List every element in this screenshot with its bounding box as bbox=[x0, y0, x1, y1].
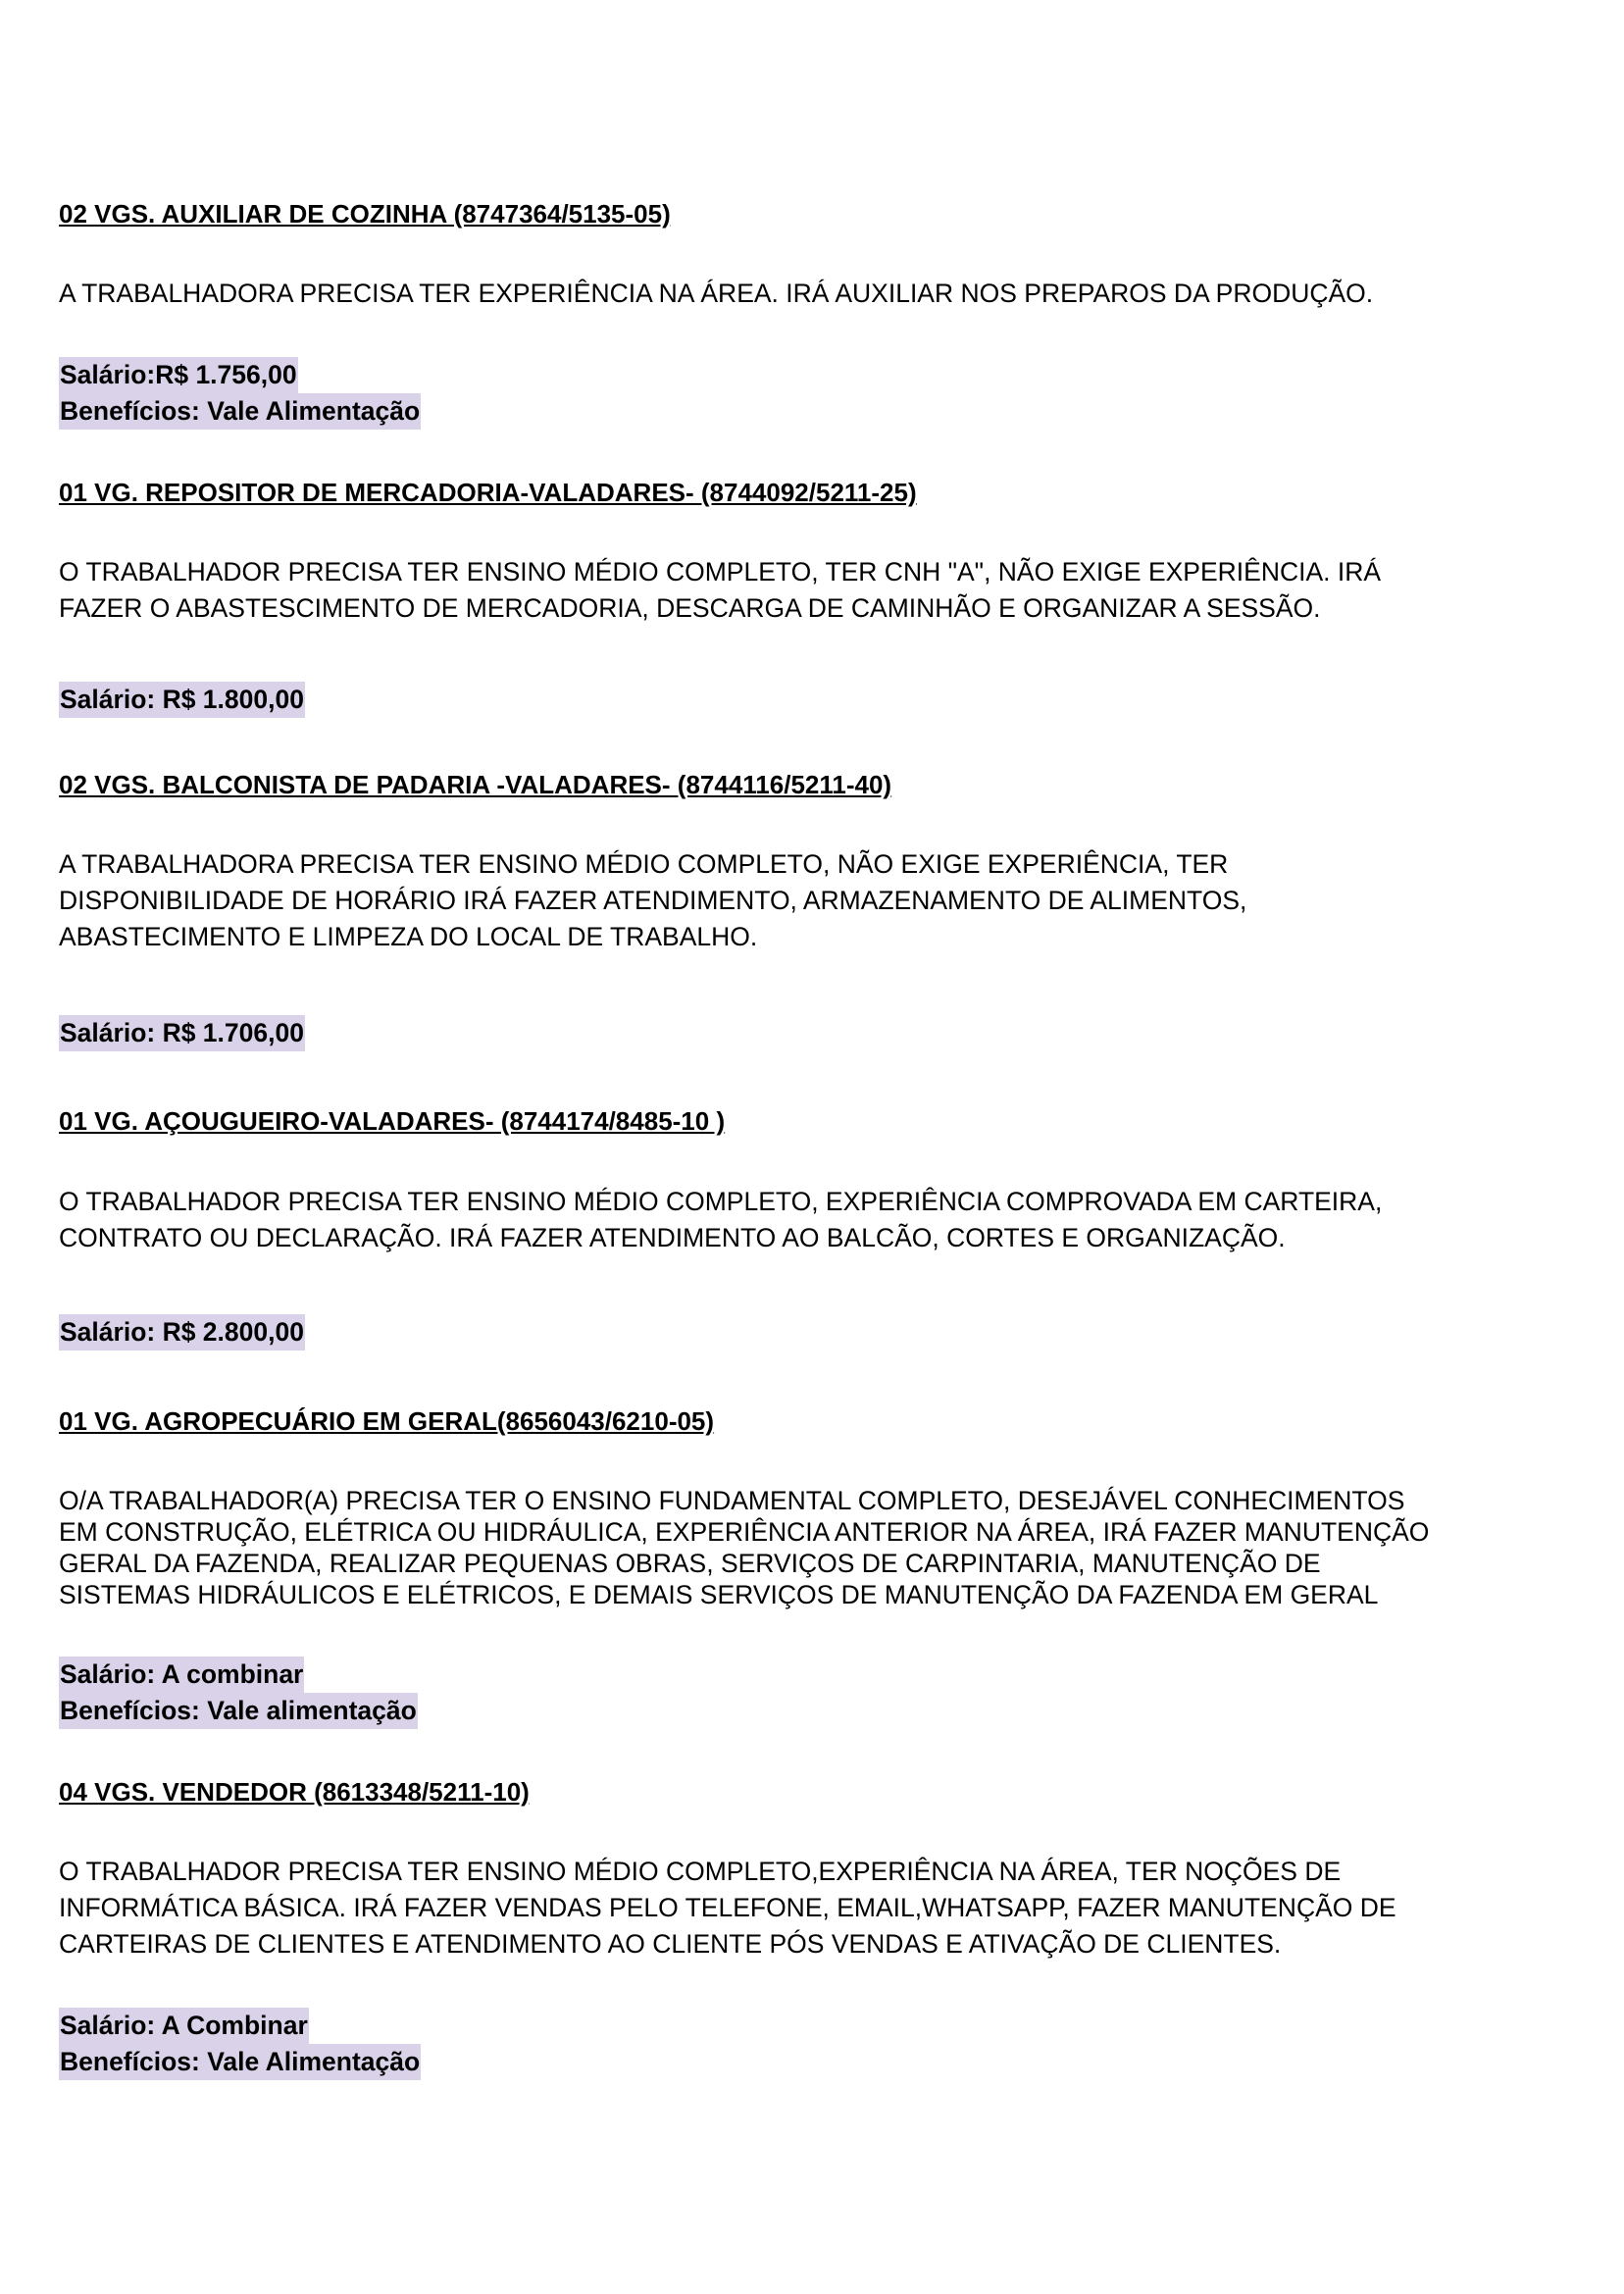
salary: Salário: R$ 2.800,00 bbox=[59, 1314, 305, 1351]
description-line: O TRABALHADOR PRECISA TER ENSINO MÉDIO COMPLETO, TER CNH "A", NÃO EXIGE EXPERIÊNCIA. IRÁ bbox=[59, 557, 1382, 586]
salary: Salário: A combinar bbox=[59, 1657, 304, 1693]
salary-benefits bbox=[59, 1657, 418, 1729]
salary: Salário:R$ 1.756,00 bbox=[59, 357, 298, 393]
job-title: 01 VG. REPOSITOR DE MERCADORIA-VALADARES- (8744092/5211-25) bbox=[59, 478, 917, 507]
job-description bbox=[59, 276, 1530, 312]
job-description bbox=[59, 1854, 1530, 1963]
description-line: O/A TRABALHADOR(A) PRECISA TER O ENSINO FUNDAMENTAL COMPLETO, DESEJÁVEL CONHECIMENTOS bbox=[59, 1486, 1405, 1515]
salary: Salário: A Combinar bbox=[59, 2008, 309, 2044]
job-title: 01 VG. AÇOUGUEIRO-VALADARES- (8744174/8485-10 ) bbox=[59, 1106, 726, 1136]
salary: Salário: R$ 1.800,00 bbox=[59, 682, 305, 718]
salary-benefits bbox=[59, 2008, 421, 2080]
job-title: 01 VG. AGROPECUÁRIO EM GERAL(8656043/6210-05) bbox=[59, 1406, 715, 1436]
description-line: A TRABALHADORA PRECISA TER ENSINO MÉDIO COMPLETO, NÃO EXIGE EXPERIÊNCIA, TER bbox=[59, 849, 1229, 879]
description-line: INFORMÁTICA BÁSICA. IRÁ FAZER VENDAS PELO TELEFONE, EMAIL,WHATSAPP, FAZER MANUTENÇÃO DE bbox=[59, 1893, 1396, 1922]
description-line: EM CONSTRUÇÃO, ELÉTRICA OU HIDRÁULICA, EXPERIÊNCIA ANTERIOR NA ÁREA, IRÁ FAZER MANUTENÇÃO bbox=[59, 1517, 1430, 1547]
benefits: Benefícios: Vale Alimentação bbox=[59, 2044, 421, 2080]
job-title: 02 VGS. BALCONISTA DE PADARIA -VALADARES- (8744116/5211-40) bbox=[59, 770, 892, 799]
job-title: 04 VGS. VENDEDOR (8613348/5211-10) bbox=[59, 1777, 530, 1807]
salary-benefits bbox=[59, 1314, 305, 1351]
description-line: SISTEMAS HIDRÁULICOS E ELÉTRICOS, E DEMAIS SERVIÇOS DE MANUTENÇÃO DA FAZENDA EM GERAL bbox=[59, 1580, 1379, 1609]
job-description bbox=[59, 554, 1530, 627]
description-line: ABASTECIMENTO E LIMPEZA DO LOCAL DE TRABALHO. bbox=[59, 922, 758, 951]
benefits: Benefícios: Vale alimentação bbox=[59, 1693, 418, 1729]
description-line: O TRABALHADOR PRECISA TER ENSINO MÉDIO COMPLETO,EXPERIÊNCIA NA ÁREA, TER NOÇÕES DE bbox=[59, 1857, 1342, 1886]
description-line: CONTRATO OU DECLARAÇÃO. IRÁ FAZER ATENDIMENTO AO BALCÃO, CORTES E ORGANIZAÇÃO. bbox=[59, 1223, 1286, 1252]
description-line: A TRABALHADORA PRECISA TER EXPERIÊNCIA NA ÁREA. IRÁ AUXILIAR NOS PREPAROS DA PRODUÇÃO. bbox=[59, 279, 1374, 308]
description-line: DISPONIBILIDADE DE HORÁRIO IRÁ FAZER ATENDIMENTO, ARMAZENAMENTO DE ALIMENTOS, bbox=[59, 886, 1247, 915]
description-line: CARTEIRAS DE CLIENTES E ATENDIMENTO AO CLIENTE PÓS VENDAS E ATIVAÇÃO DE CLIENTES. bbox=[59, 1929, 1282, 1959]
salary-benefits bbox=[59, 357, 421, 430]
job-description bbox=[59, 1485, 1530, 1610]
job-description bbox=[59, 1184, 1530, 1256]
benefits: Benefícios: Vale Alimentação bbox=[59, 393, 421, 430]
description-line: FAZER O ABASTESCIMENTO DE MERCADORIA, DESCARGA DE CAMINHÃO E ORGANIZAR A SESSÃO. bbox=[59, 593, 1321, 623]
description-line: GERAL DA FAZENDA, REALIZAR PEQUENAS OBRAS, SERVIÇOS DE CARPINTARIA, MANUTENÇÃO DE bbox=[59, 1549, 1321, 1578]
salary-benefits bbox=[59, 682, 305, 718]
salary-benefits bbox=[59, 1015, 305, 1051]
job-description bbox=[59, 846, 1530, 955]
salary: Salário: R$ 1.706,00 bbox=[59, 1015, 305, 1051]
description-line: O TRABALHADOR PRECISA TER ENSINO MÉDIO COMPLETO, EXPERIÊNCIA COMPROVADA EM CARTEIRA, bbox=[59, 1187, 1383, 1216]
job-title: 02 VGS. AUXILIAR DE COZINHA (8747364/5135-05) bbox=[59, 199, 671, 229]
